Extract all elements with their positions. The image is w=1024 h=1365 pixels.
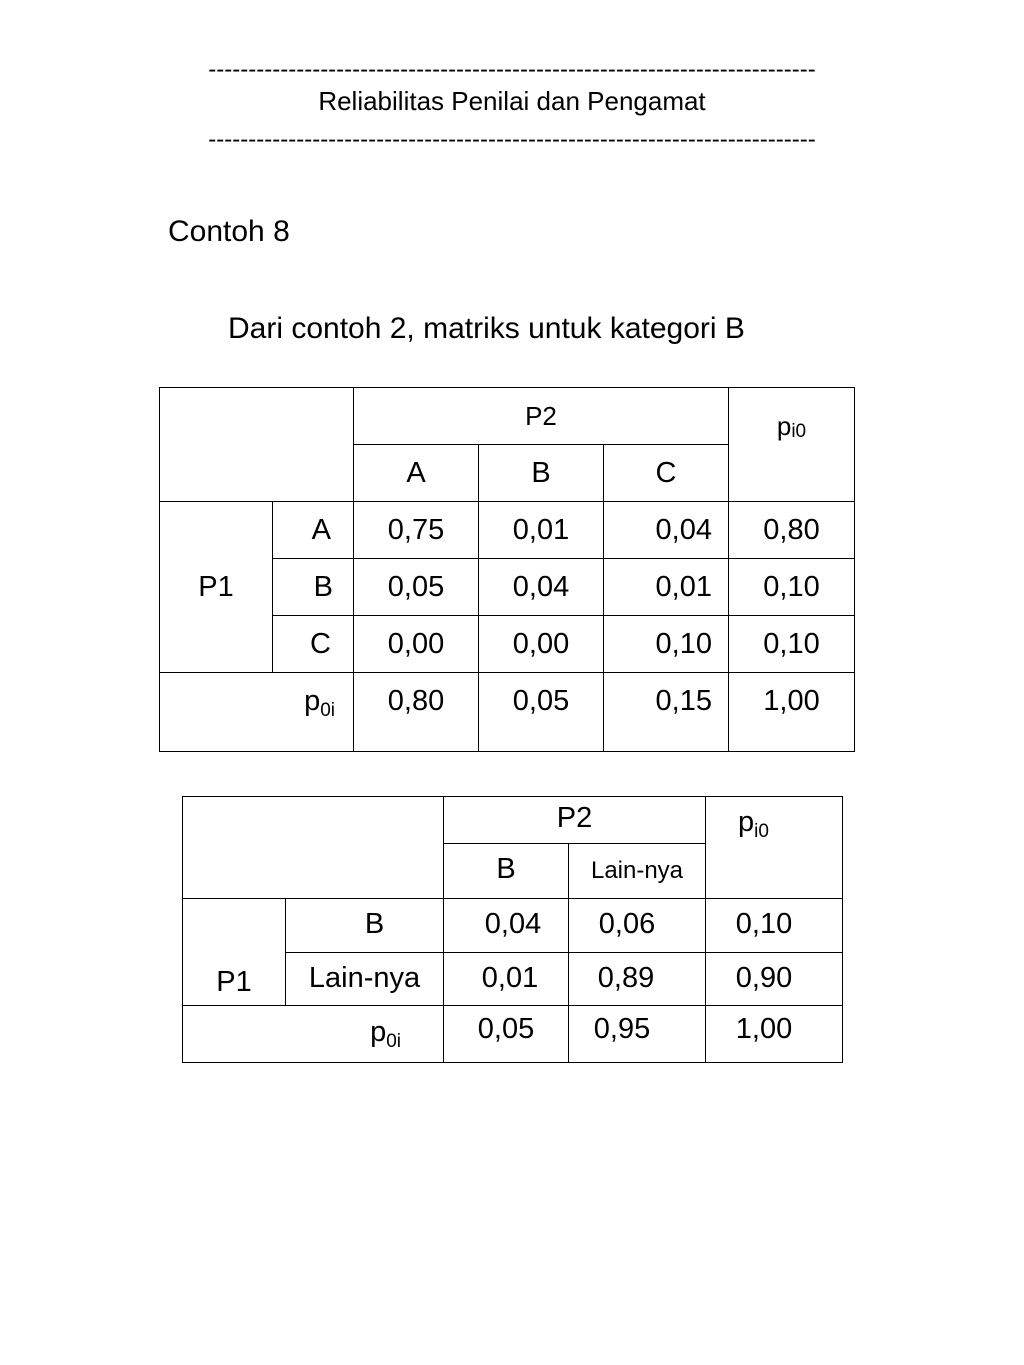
- table1-cell: 0,75: [354, 502, 479, 559]
- table2-row-total: 0,10: [706, 899, 843, 953]
- table2-col-header: B: [444, 844, 569, 899]
- header-top-rule: ----------------------------------------------------------------------------: [208, 56, 816, 83]
- table1-cell: 0,10: [604, 616, 729, 673]
- table1-col-group-label: P2: [354, 388, 729, 445]
- table1-col-total-header: [160, 673, 354, 752]
- table1-row-total: 0,80: [729, 502, 855, 559]
- table2-row-total-label: p: [738, 806, 755, 838]
- header-title: Reliabilitas Penilai dan Pengamat: [318, 86, 706, 116]
- table2-row-group-label: P1: [183, 899, 286, 1006]
- table1-cell: 0,05: [354, 559, 479, 616]
- table1-col-total-label: p: [304, 685, 321, 717]
- table1-row-header: A: [273, 502, 354, 559]
- table2-col-group-label: P2: [444, 797, 706, 844]
- table2-cell: 0,06: [569, 899, 706, 953]
- table1-corner-cell: [160, 388, 354, 502]
- table1-grand-total: 1,00: [729, 673, 855, 752]
- table1-row-header: C: [273, 616, 354, 673]
- table1-col-total: 0,80: [354, 673, 479, 752]
- table2-col-total-sub: 0i: [386, 1031, 401, 1052]
- table2-col-total: 0,05: [444, 1006, 569, 1063]
- table2-cell: 0,01: [444, 952, 569, 1006]
- table1-col-header: C: [604, 445, 729, 502]
- table1-row-total-sub: i0: [791, 421, 807, 442]
- header-bottom-rule: ----------------------------------------------------------------------------: [208, 126, 816, 153]
- table1-col-header: B: [479, 445, 604, 502]
- table1-col-total-sub: 0i: [320, 700, 335, 721]
- table1-row-total-label: p: [776, 411, 792, 441]
- example-description: Dari contoh 2, matriks untuk kategori B: [228, 312, 745, 345]
- matrix-table-2: [182, 796, 843, 1063]
- table1-row-total: 0,10: [729, 559, 855, 616]
- table2-col-total-header: [183, 1006, 444, 1063]
- table1-cell: 0,01: [479, 502, 604, 559]
- table2-row-header: Lain-nya: [286, 952, 444, 1006]
- table2-row-total: 0,90: [706, 952, 843, 1006]
- table2-row-total-sub: i0: [754, 821, 769, 842]
- table2-row-header: B: [286, 899, 444, 953]
- table2-col-total: 0,95: [569, 1006, 706, 1063]
- table2-row-total-header: [706, 797, 843, 899]
- table1-col-total: 0,05: [479, 673, 604, 752]
- table2-corner-cell: [183, 797, 444, 899]
- table2-cell: 0,04: [444, 899, 569, 953]
- table1-col-header: A: [354, 445, 479, 502]
- table2-col-header: Lain-nya: [569, 844, 706, 899]
- table1-row-total-header: [729, 388, 855, 502]
- table1-cell: 0,04: [604, 502, 729, 559]
- table2-cell: 0,89: [569, 952, 706, 1006]
- table1-cell: 0,00: [479, 616, 604, 673]
- matrix-table-1: [159, 387, 855, 752]
- table1-cell: 0,04: [479, 559, 604, 616]
- example-title: Contoh 8: [168, 215, 290, 248]
- table1-cell: 0,01: [604, 559, 729, 616]
- table1-cell: 0,00: [354, 616, 479, 673]
- table1-col-total: 0,15: [604, 673, 729, 752]
- table1-row-total: 0,10: [729, 616, 855, 673]
- table2-grand-total: 1,00: [706, 1006, 843, 1063]
- table1-row-group-label: P1: [160, 502, 273, 673]
- table2-col-total-label: p: [370, 1016, 387, 1048]
- table1-row-header: B: [273, 559, 354, 616]
